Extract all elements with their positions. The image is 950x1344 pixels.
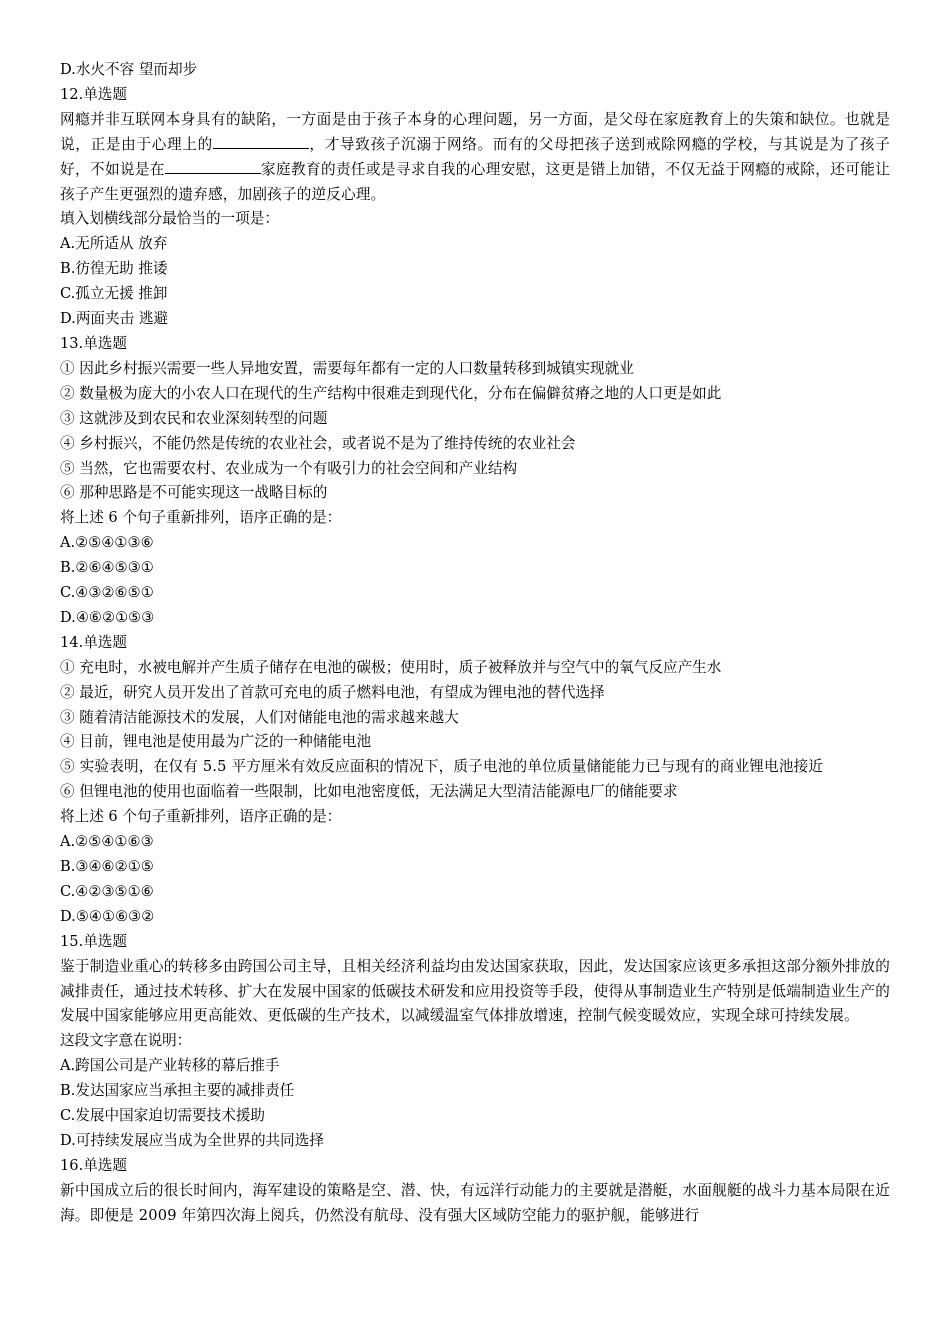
- q14-option-d: D.⑤④①⑥③②: [60, 907, 155, 925]
- q13-sentence-6: ⑥ 那种思路是不可能实现这一战略目标的: [60, 484, 328, 502]
- q13-sentence-1: ① 因此乡村振兴需要一些人异地安置，需要每年都有一定的人口数量转移到城镇实现就业: [60, 359, 634, 377]
- question-12: [60, 83, 890, 332]
- question-15: [60, 930, 890, 1154]
- q14-sentence-6: ⑥ 但锂电池的使用也面临着一些限制，比如电池密度低，无法满足大型清洁能源电厂的储能要求: [60, 783, 678, 801]
- q13-sentence-4: ④ 乡村振兴，不能仍然是传统的农业社会，或者说不是为了维持传统的农业社会: [60, 434, 576, 452]
- q13-header: 13.单选题: [60, 334, 127, 352]
- q12-blank-1: [213, 133, 309, 149]
- q13-sentence-3: ③ 这就涉及到农民和农业深刻转型的问题: [60, 409, 328, 427]
- q12-option-b: B.彷徨无助 推诿: [60, 260, 168, 278]
- question-16: [60, 1154, 890, 1229]
- q15-option-d: D.可持续发展应当成为全世界的共同选择: [60, 1131, 324, 1149]
- q13-option-c: C.④③②⑥⑤①: [60, 584, 154, 602]
- q14-option-a: A.②⑤④①⑥③: [60, 833, 154, 851]
- q14-sentence-4: ④ 目前，锂电池是使用最为广泛的一种储能电池: [60, 733, 372, 751]
- q11-option-d: D.水火不容 望而却步: [60, 61, 198, 78]
- q12-header: 12.单选题: [60, 85, 127, 103]
- q15-option-c: C.发展中国家迫切需要技术援助: [60, 1107, 266, 1125]
- q13-option-a: A.②⑤④①③⑥: [60, 534, 154, 552]
- q15-prompt: 这段文字意在说明：: [60, 1032, 192, 1050]
- q16-passage: 新中国成立后的很长时间内，海军建设的策略是空、潜、快，有远洋行动能力的主要就是潜艇，水面舰艇的战斗力基本局限在近海。即便是 2009 年第四次海上阅兵，仍然没有航母、没有强大区域防空能力的驱护舰，能够进行: [60, 1181, 890, 1224]
- q12-option-a: A.无所适从 放弃: [60, 235, 168, 253]
- question-14: [60, 631, 890, 930]
- q16-header: 16.单选题: [60, 1156, 127, 1174]
- q12-passage-part3: 家庭教育的责任或是寻求自我的心理安慰，这更是错上加错，不仅无益于网瘾的戒除，还可能让孩子产生更强烈的遗弃感，加剧孩子的逆反心理。: [60, 160, 890, 203]
- q14-sentence-3: ③ 随着清洁能源技术的发展，人们对储能电池的需求越来越大: [60, 708, 459, 726]
- q14-header: 14.单选题: [60, 633, 127, 651]
- q13-option-b: B.②⑥④⑤③①: [60, 559, 154, 577]
- q14-option-b: B.③④⑥②①⑤: [60, 858, 154, 875]
- q12-blank-2: [165, 158, 261, 174]
- q13-sentence-2: ② 数量极为庞大的小农人口在现代的生产结构中很难走到现代化，分布在偏僻贫瘠之地的人口更是如此: [60, 384, 722, 402]
- q14-sentence-1: ① 充电时，水被电解并产生质子储存在电池的碳极；使用时，质子被释放并与空气中的氧气反应产生水: [60, 658, 722, 676]
- q13-prompt: 将上述 6 个句子重新排列，语序正确的是：: [60, 509, 342, 527]
- q14-option-c: C.④②③⑤①⑥: [60, 882, 154, 900]
- q14-sentence-5: ⑤ 实验表明，在仅有 5.5 平方厘米有效反应面积的情况下，质子电池的单位质量储能能力已与现有的商业锂电池接近: [60, 758, 824, 776]
- q14-prompt: 将上述 6 个句子重新排列，语序正确的是：: [60, 808, 342, 826]
- q12-prompt: 填入划横线部分最恰当的一项是：: [60, 210, 279, 228]
- q12-option-c: C.孤立无援 推卸: [60, 285, 168, 303]
- q15-header: 15.单选题: [60, 932, 127, 950]
- question-13: [60, 332, 890, 631]
- q15-option-a: A.跨国公司是产业转移的幕后推手: [60, 1057, 280, 1075]
- q12-passage-part1: 网瘾并非互联网本身具有的缺陷，一方面是由于孩子本身的心理问题，另一方面，是父母在家庭教育上的失策和缺位。也就是说，正是由于心理上的: [60, 110, 890, 153]
- q12-option-d: D.两面夹击 逃避: [60, 310, 169, 328]
- q12-passage: [60, 108, 890, 208]
- q13-option-d: D.④⑥②①⑤③: [60, 608, 155, 626]
- q13-sentence-5: ⑤ 当然，它也需要农村、农业成为一个有吸引力的社会空间和产业结构: [60, 459, 518, 477]
- q12-passage-part2: ，才导致孩子沉溺于网络。而有的父母把孩子送到戒除网瘾的学校，与其说是为了孩子好，不如说是在: [60, 135, 890, 178]
- q15-option-b: B.发达国家应当承担主要的减排责任: [60, 1082, 295, 1100]
- document-page: [60, 58, 890, 1229]
- q14-sentence-2: ② 最近，研究人员开发出了首款可充电的质子燃料电池，有望成为锂电池的替代选择: [60, 683, 605, 701]
- q15-passage: 鉴于制造业重心的转移多由跨国公司主导，且相关经济利益均由发达国家获取，因此，发达国家应该更多承担这部分额外排放的减排责任，通过技术转移、扩大在发展中国家的低碳技术研发和应用投资等手段，使得从事制造业生产特别是低端制造业生产的发展中国家能够应用更高能效、更低碳的生产技术，以减缓温室气体排放增速，控制气候变暖效应，实现全球可持续发展。: [60, 957, 890, 1025]
